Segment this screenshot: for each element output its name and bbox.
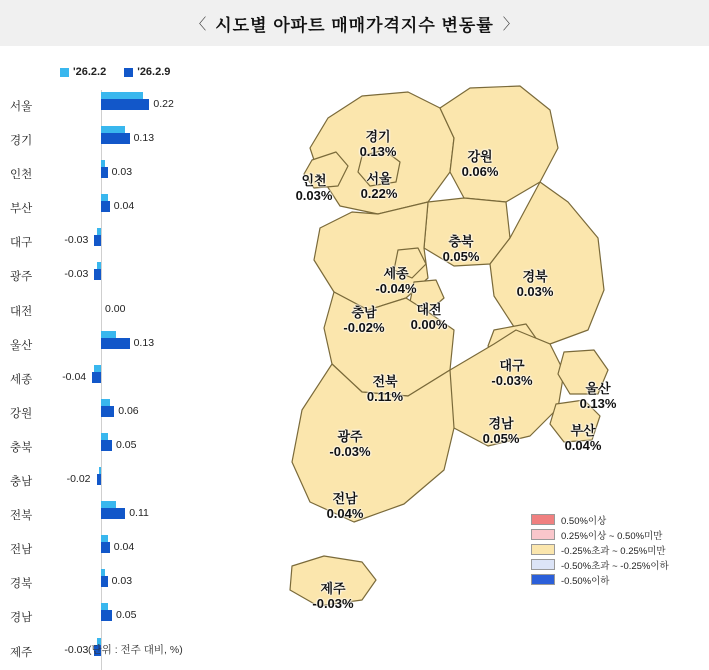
map-region-label [543,424,623,454]
map-region-name: 제주 [320,581,346,596]
chart-value-label: -0.04 [62,370,87,383]
chart-row [0,431,250,465]
map-legend-swatch [531,529,555,540]
map-region-label [310,430,390,460]
chart-value-label: -0.03 [64,643,89,656]
chart-bar-current [94,269,101,280]
chart-value-label: -0.03 [64,268,89,281]
chart-category-label: 세종 [10,373,33,386]
map-region-name: 부산 [570,423,596,438]
next-chevron-icon[interactable]: 〉 [502,15,518,33]
chart-bar-prev [101,603,108,610]
chart-category-label: 인천 [10,169,33,182]
chart-row [0,499,250,533]
map-legend-row [531,572,701,587]
chart-category-label: 대구 [10,237,33,250]
map-region-value: 0.13% [579,395,617,411]
chart-bar-current [101,440,112,451]
map-region-value: 0.22% [360,185,398,201]
map-legend-row [531,512,701,527]
chart-bar-prev [101,433,108,440]
map-legend [531,512,701,587]
region-gyeongbuk [490,182,604,344]
chart-row [0,90,250,124]
chart-row [0,260,250,294]
chart-bar-prev [99,467,101,474]
map-region-name: 경기 [365,129,391,144]
chart-category-label: 충남 [10,476,33,489]
map-region-name: 강원 [467,149,493,164]
chart-category-label: 경기 [10,135,33,148]
legend-label-prev: '26.2.2 [73,66,107,78]
chart-value-label: 0.06 [118,404,139,417]
map-region-label [421,235,501,265]
map-region-label [389,303,469,333]
chart-row [0,295,250,329]
map-region-name: 전북 [372,374,398,389]
map-region-label [293,582,373,612]
map-region-value: -0.03% [312,595,354,611]
chart-row [0,465,250,499]
map-region-name: 대전 [416,302,442,317]
map-region-name: 대구 [499,358,525,373]
map-region-name: 울산 [585,381,611,396]
chart-value-label: 0.11 [129,507,149,520]
chart-value-label: 0.03 [111,575,133,588]
map-legend-label: -0.50%이하 [561,575,610,587]
map-legend-swatch [531,574,555,585]
chart-category-label: 전남 [10,544,33,557]
chart-category-label: 전북 [10,510,33,523]
page-title-bar [0,0,709,46]
chart-bar-current [101,542,110,553]
map-region-name: 서울 [366,171,392,186]
map-region-value: -0.03% [329,443,371,459]
map-region-value: -0.03% [491,372,533,388]
chart-row [0,226,250,260]
chart-bar-current [101,167,108,178]
chart-bar-prev [101,160,105,167]
map-legend-row [531,542,701,557]
chart-category-label: 강원 [10,407,33,420]
chart-category-label: 경북 [10,578,33,591]
korea-map [258,52,709,654]
legend-label-current: '26.2.9 [137,66,171,78]
map-region-value: -0.02% [343,319,385,335]
chart-bar-prev [101,569,105,576]
map-region-name: 광주 [337,429,363,444]
chart-value-label: -0.02 [66,473,91,486]
legend-swatch-prev [60,68,69,77]
chart-row [0,397,250,431]
chart-value-label: 0.03 [111,166,133,179]
chart-bar-current [101,338,130,349]
chart-row [0,567,250,601]
chart-category-label: 제주 [10,646,33,659]
chart-bar-prev [101,399,110,406]
map-legend-row [531,557,701,572]
map-region-value: 0.00% [410,316,448,332]
legend-item-current [124,66,170,78]
map-region-label [495,270,575,300]
chart-value-label: 0.05 [116,609,137,622]
chart-bar-prev [97,262,101,269]
chart-value-label: 0.04 [113,541,135,554]
chart-bar-prev [101,535,108,542]
chart-bar-current [101,508,125,519]
chart-category-label: 부산 [10,203,33,216]
chart-category-label: 서울 [10,101,33,113]
chart-bar-prev [101,92,143,99]
chart-category-label: 경남 [10,612,33,625]
chart-units-note: (단위 : 전주 대비, %) [88,644,183,656]
chart-bar-prev [94,365,101,372]
chart-bar-prev [101,331,116,338]
map-region-value: 0.11% [366,388,404,404]
chart-value-label: -0.03 [64,234,89,247]
map-region-label [305,492,385,522]
map-region-label [461,417,541,447]
chart-category-label: 울산 [10,339,33,352]
chart-row [0,158,250,192]
map-region-value: 0.13% [359,143,397,159]
map-region-value: 0.03% [295,187,333,203]
map-region-name: 인천 [301,173,327,188]
map-region-value: 0.05% [482,430,520,446]
chart-value-label: 0.05 [116,438,137,451]
prev-chevron-icon[interactable]: 〈 [191,15,207,33]
chart-category-label: 광주 [10,271,33,284]
chart-bar-current [101,133,130,144]
map-region-label [440,150,520,180]
chart-bar-current [101,610,112,621]
chart-row [0,533,250,567]
chart-bar-current [94,235,101,246]
chart-category-label: 충북 [10,441,33,454]
chart-bar-current [101,201,110,212]
chart-bar-prev [101,501,116,508]
chart-row [0,329,250,363]
map-region-label [339,172,419,202]
map-region-value: 0.04% [564,437,602,453]
chart-row [0,601,250,635]
chart-bar-current [101,99,149,110]
map-legend-row [531,527,701,542]
map-legend-label: -0.50%초과 ~ -0.25%이하 [561,560,669,572]
map-legend-label: -0.25%초과 ~ 0.25%미만 [561,545,666,557]
map-region-name: 충북 [448,234,474,249]
chart-value-label: 0.13 [133,336,155,349]
map-legend-swatch [531,514,555,525]
map-region-name: 세종 [383,266,409,281]
map-region-label [345,375,425,405]
map-region-name: 충남 [351,305,377,320]
map-region-label [558,382,638,412]
map-region-value: 0.04% [326,505,364,521]
chart-bar-current [101,576,108,587]
map-legend-label: 0.25%이상 ~ 0.50%미만 [561,530,663,542]
chart-row [0,363,250,397]
map-region-name: 경남 [488,416,514,431]
map-region-label [472,359,552,389]
chart-value-label: 0.00 [105,302,126,315]
bar-chart [0,52,250,659]
chart-bar-prev [101,194,108,201]
page-title: 시도별 아파트 매매가격지수 변동률 [215,15,494,35]
map-region-label [338,130,418,160]
chart-bar-prev [101,126,125,133]
map-legend-swatch [531,559,555,570]
chart-value-label: 0.04 [113,200,135,213]
map-legend-label: 0.50%이상 [561,515,607,527]
map-region-value: 0.06% [461,163,499,179]
map-region-value: -0.04% [375,280,417,296]
chart-row [0,192,250,226]
chart-row [0,124,250,158]
chart-bar-current [92,372,101,383]
chart-legend [60,66,240,78]
chart-category-label: 대전 [10,305,33,318]
legend-item-prev [60,66,106,78]
chart-bar-prev [97,228,101,235]
map-region-value: 0.03% [516,283,554,299]
chart-bar-current [101,406,114,417]
map-region-label [356,267,436,297]
chart-value-label: 0.13 [133,132,155,145]
map-legend-swatch [531,544,555,555]
map-region-name: 경북 [522,269,548,284]
map-region-name: 전남 [332,491,358,506]
chart-bar-current [97,474,101,485]
chart-value-label: 0.22 [153,98,174,110]
legend-swatch-current [124,68,133,77]
map-region-value: 0.05% [442,248,480,264]
